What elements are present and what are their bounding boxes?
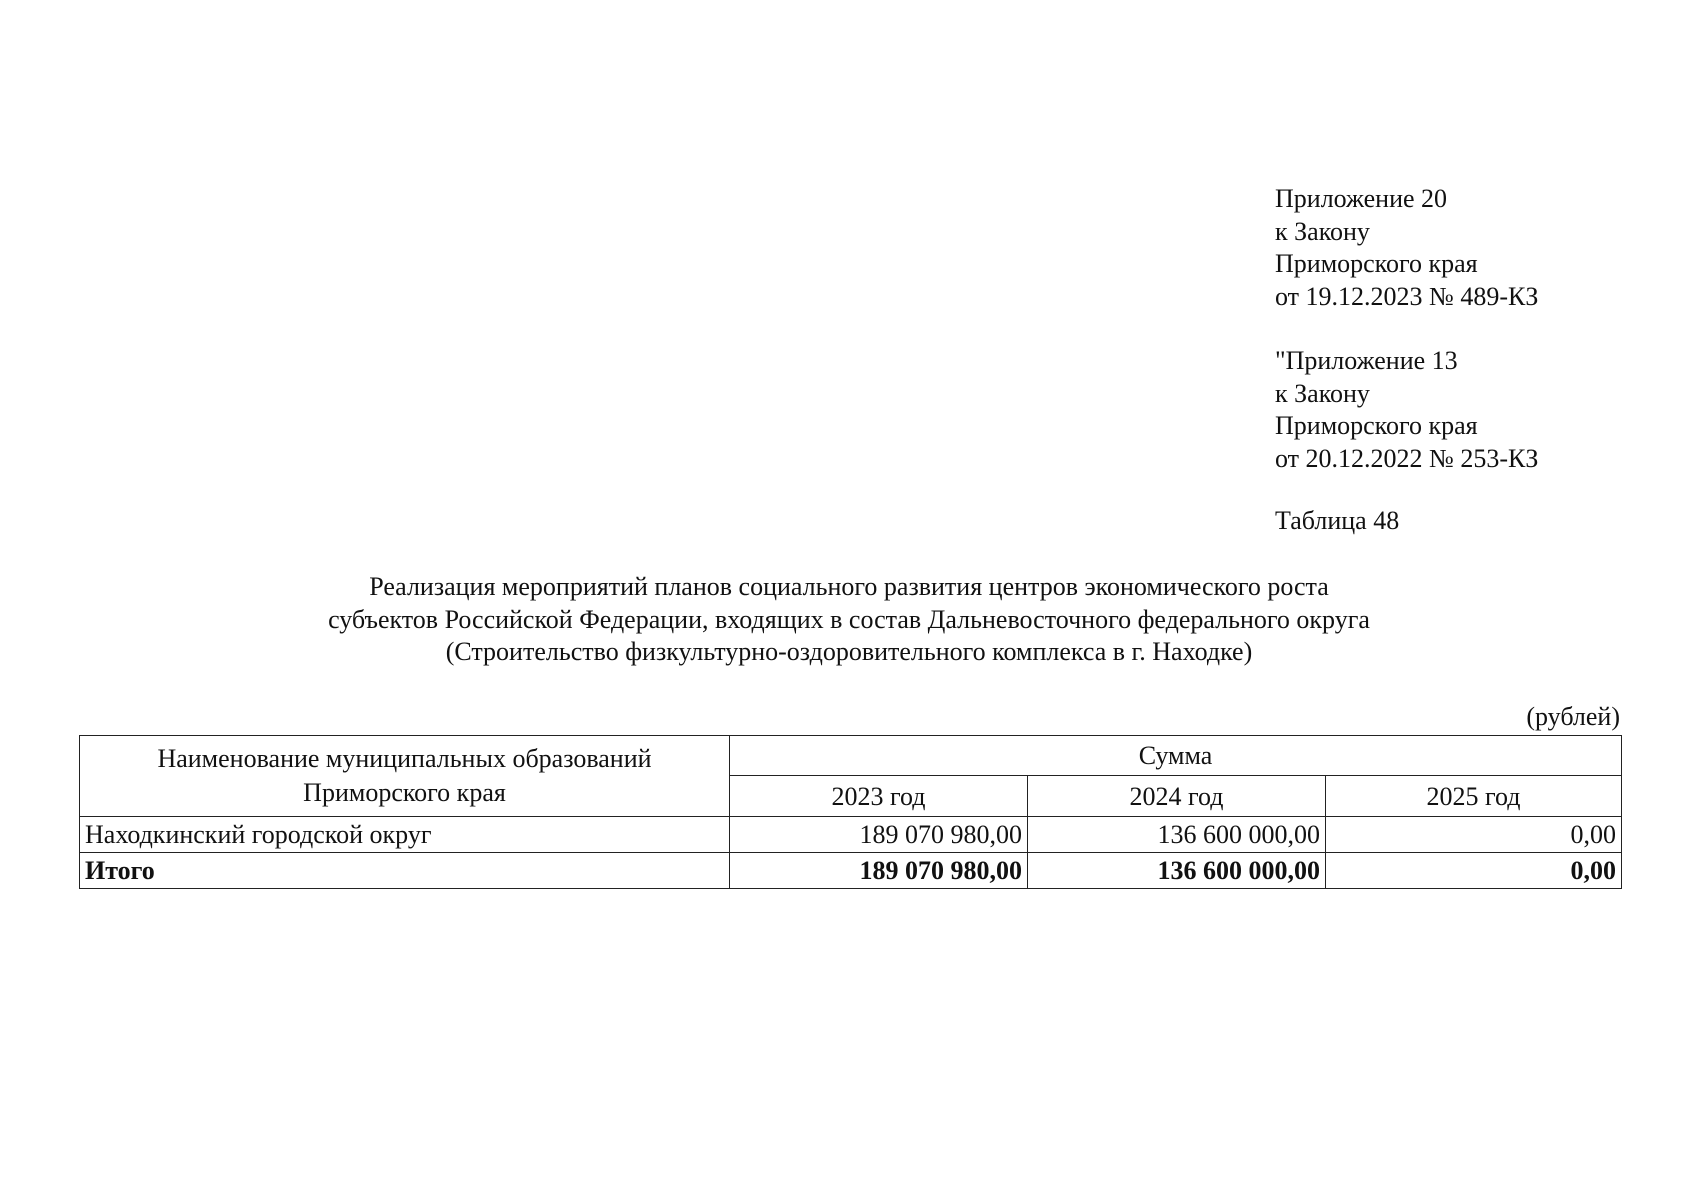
appendix-line: к Закону [1275,216,1370,246]
table-number: Таблица 48 [1275,506,1400,535]
title-line: Реализация мероприятий планов социального развития центров экономического роста [369,572,1329,601]
total-2024: 136 600 000,00 [1028,853,1326,889]
units-note: (рублей) [1526,702,1620,731]
appendix-line: Приморского края [1275,411,1478,440]
header-line: Приморского края [303,778,506,807]
year-header-2023: 2023 год [730,776,1028,817]
header-row [80,736,1622,776]
amount-2024: 136 600 000,00 [1028,817,1326,853]
header-line: Наименование муниципальных образований [157,744,652,773]
document-title [0,571,1698,669]
municipality-column-header [80,736,730,817]
total-label: Итого [80,853,730,889]
year-header-2024: 2024 год [1028,776,1326,817]
total-row [80,853,1622,889]
appendix-line: Приложение 20 [1275,184,1448,213]
appendix-line: от 19.12.2023 № 489-КЗ [1275,281,1539,311]
appendix-spacer [1275,313,1538,345]
appendix-line: к Закону [1275,378,1370,408]
sum-column-header: Сумма [730,736,1622,776]
appendix-amended [1275,345,1538,475]
appendix-header [1275,183,1538,475]
total-2025: 0,00 [1326,853,1622,889]
title-line: (Строительство физкультурно-оздоровительного комплекса в г. Находке) [445,637,1253,666]
funding-table [79,735,1622,889]
appendix-line: Приморского края [1275,249,1478,278]
appendix-current [1275,183,1538,313]
year-header-2025: 2025 год [1326,776,1622,817]
municipality-name: Находкинский городской округ [80,817,730,853]
amount-2023: 189 070 980,00 [730,817,1028,853]
total-2023: 189 070 980,00 [730,853,1028,889]
appendix-line: "Приложение 13 [1275,346,1458,375]
appendix-line: от 20.12.2022 № 253-КЗ [1275,443,1539,473]
amount-2025: 0,00 [1326,817,1622,853]
table-row [80,817,1622,853]
title-line: субъектов Российской Федерации, входящих в состав Дальневосточного федерального округа [328,604,1370,634]
